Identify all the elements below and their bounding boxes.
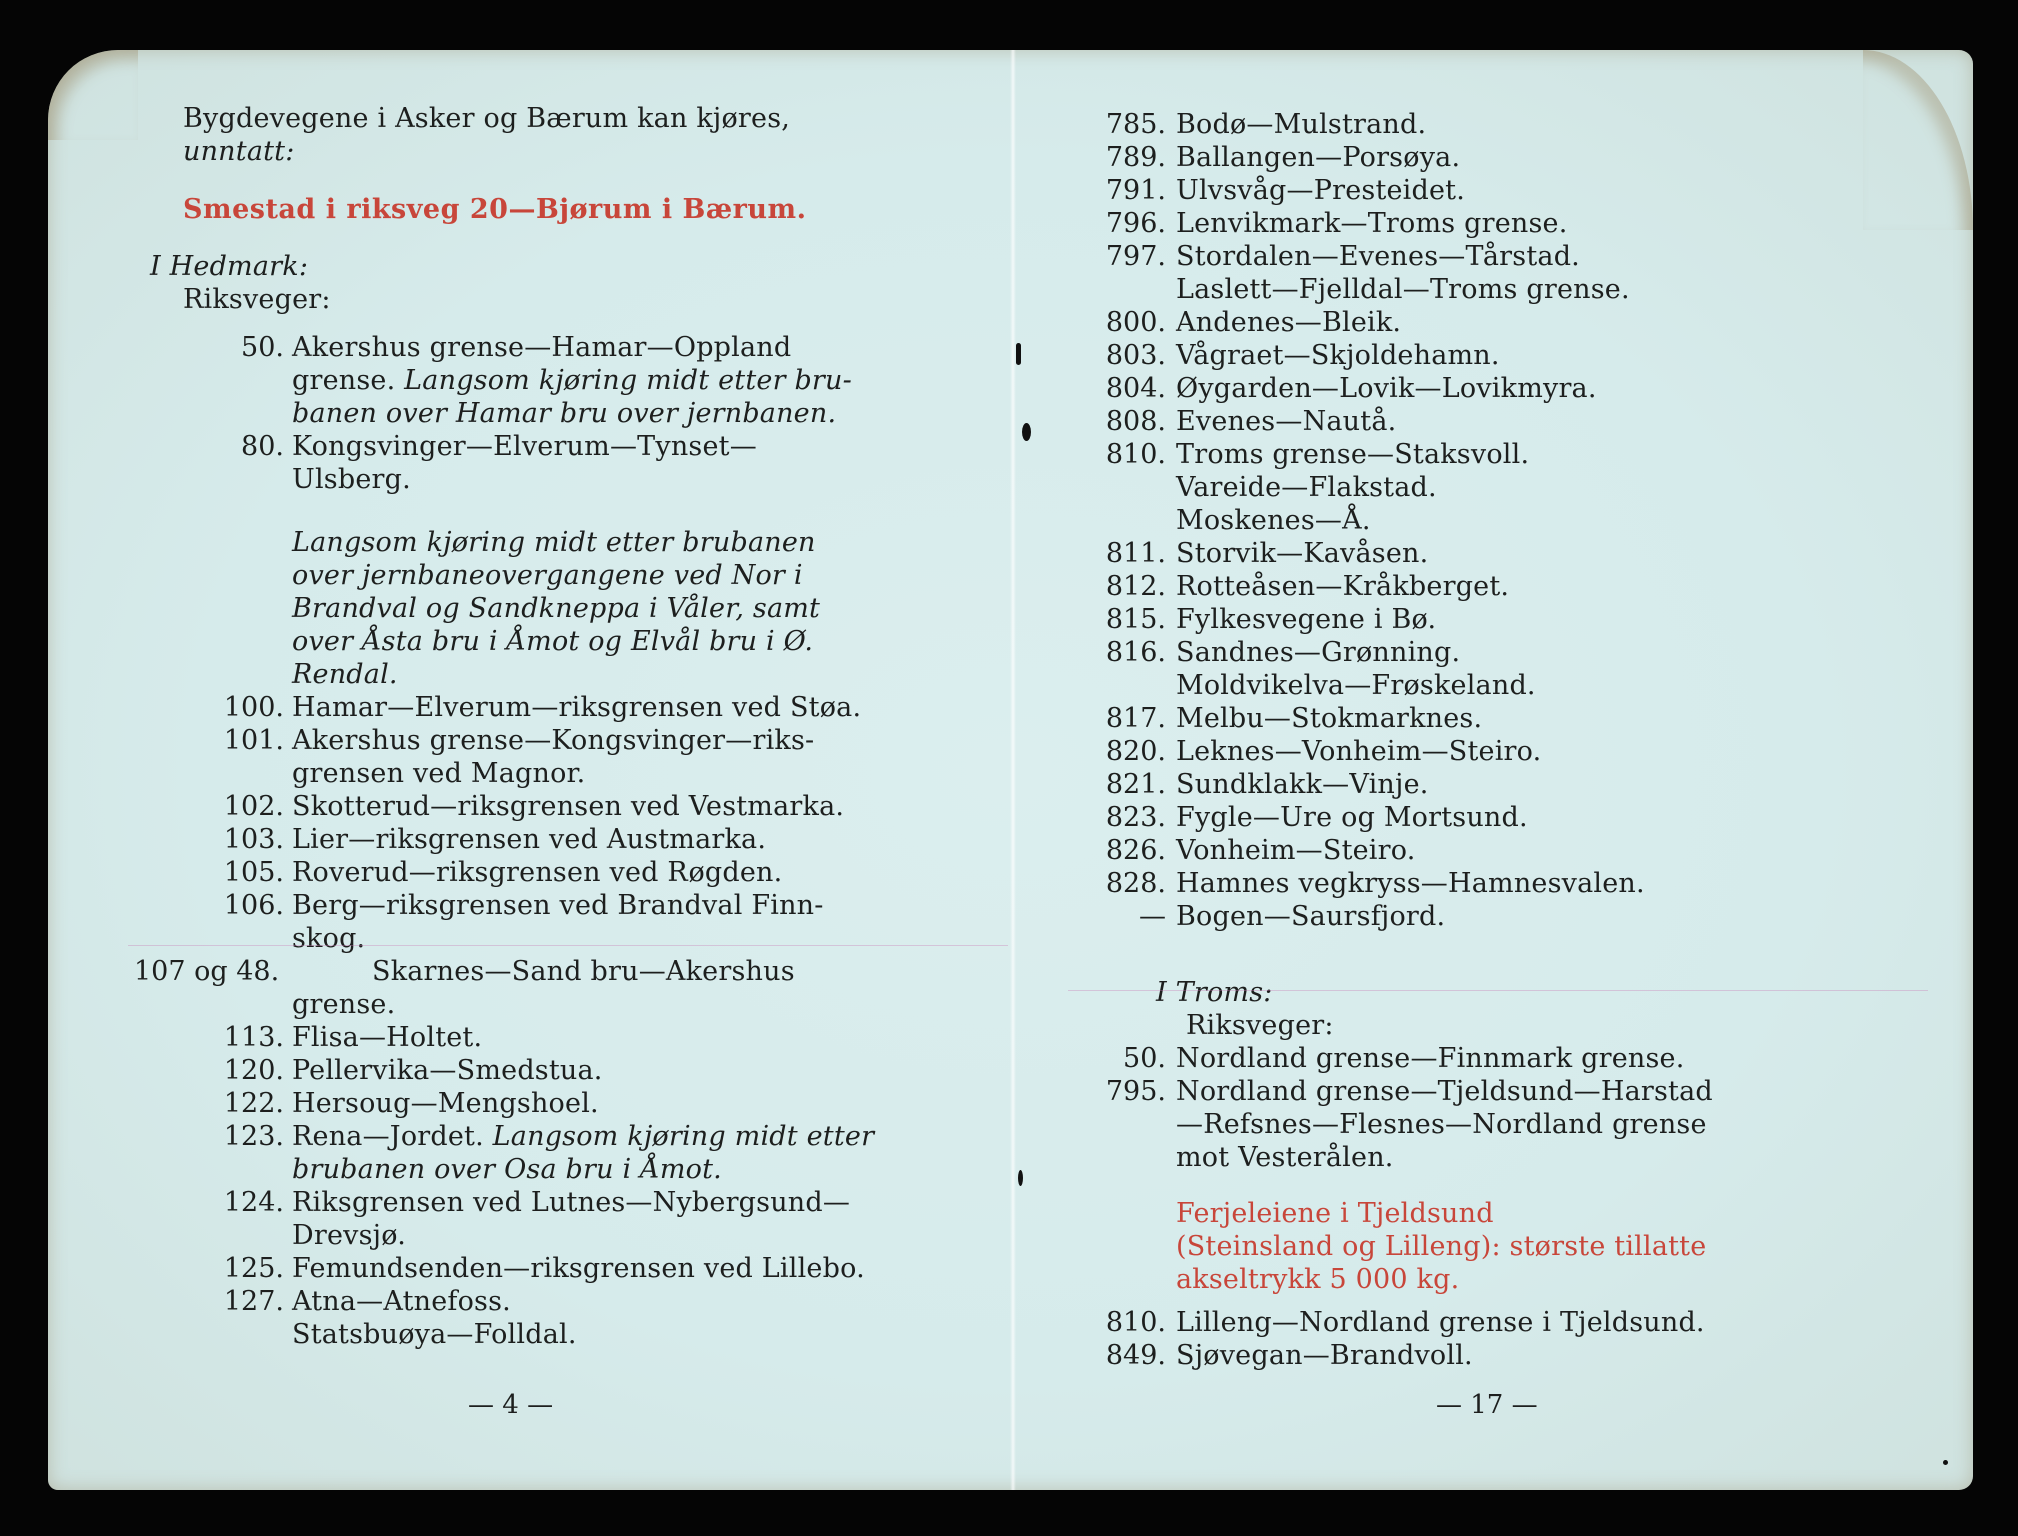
entry-text [292,463,411,496]
entry-text [292,823,766,856]
italic-note: Langsom kjøring midt etter [492,1120,875,1152]
road-number: 106. [223,889,284,921]
route-text: Lenvikmark—Troms grense. [1176,208,1568,239]
road-number: 849. [1105,1339,1166,1371]
entry-text [1176,1075,1713,1108]
entry-text [1176,405,1396,438]
route-text: Ballangen—Porsøya. [1176,142,1461,173]
road-number: 800. [1105,307,1166,338]
route-text: Rena—Jordet. [292,1120,493,1152]
road-number: 113. [223,1021,284,1053]
road-number: 808. [1105,406,1166,437]
entry-text [1176,1141,1394,1174]
route-text: Sjøvegan—Brandvoll. [1176,1339,1473,1371]
entry-text [292,1219,406,1252]
road-number: 820. [1105,736,1166,767]
county-heading: I Hedmark: [150,251,309,282]
route-text: Femundsenden—riksgrensen ved Lillebo. [292,1252,865,1284]
route-text: Akershus grense—Kongsvinger—riks- [292,724,815,756]
route-text: Vareide—Flakstad. [1176,472,1437,503]
road-number: 120. [223,1054,284,1086]
road-number: 103. [223,823,284,855]
entry-text [1176,174,1465,207]
route-text: Statsbuøya—Folldal. [292,1318,577,1350]
entry-text [1176,537,1428,570]
italic-note: Brandval og Sandkneppa i Våler, samt [292,592,821,624]
road-number: 817. [1105,703,1166,734]
route-text: Hamar—Elverum—riksgrensen ved Støa. [292,691,862,723]
route-text: Stordalen—Evenes—Tårstad. [1176,241,1580,272]
road-number: 828. [1105,868,1166,899]
road-number: 810. [1105,439,1166,470]
route-text: Ulvsvåg—Presteidet. [1176,175,1466,206]
entry-text [1176,768,1429,801]
road-number: 795. [1105,1075,1166,1107]
entry-text [1176,1263,1459,1296]
entry-text [1176,570,1509,603]
route-text: Drevsjø. [292,1219,406,1251]
entry-text [1176,1197,1494,1230]
route-text: Vågraet—Skjoldehamn. [1176,340,1500,371]
road-number: 125. [223,1252,284,1284]
entry-text [1176,1042,1685,1075]
subheading: Riksveger: [183,284,331,315]
route-text: akseltrykk 5 000 kg. [1176,1264,1460,1295]
ink-speck [1943,1460,1948,1465]
road-number: 122. [223,1087,284,1119]
route-text: Ferjeleiene i Tjeldsund [1176,1198,1494,1229]
italic-note: over Åsta bru i Åmot og Elvål bru i Ø. [292,625,814,657]
route-text: Hersoug—Mengshoel. [292,1087,599,1119]
road-number: 785. [1105,109,1166,140]
route-text: Troms grense—Staksvoll. [1176,439,1530,470]
entry-text [1176,603,1436,636]
route-text: Riksgrensen ved Lutnes—Nybergsund— [292,1186,851,1218]
route-text: mot Vesterålen. [1176,1141,1394,1173]
road-number: 823. [1105,802,1166,833]
route-text: Lier—riksgrensen ved Austmarka. [292,823,767,855]
entry-text [1176,306,1401,339]
entry-text [1176,240,1580,273]
route-text: Fygle—Ure og Mortsund. [1176,802,1528,833]
route-text: Andenes—Bleik. [1176,307,1402,338]
road-number: 812. [1105,571,1166,602]
ink-speck [1018,1170,1023,1186]
road-number: 124. [223,1186,284,1218]
entry-text [292,559,803,592]
entry-text [292,922,365,955]
entry-text [292,625,813,658]
entry-text [1176,438,1529,471]
entry-text [292,856,782,889]
road-number: 803. [1105,340,1166,371]
exception-text: Smestad i riksveg 20—Bjørum i Bærum. [183,194,807,225]
route-text: Skotterud—riksgrensen ved Vestmarka. [292,790,845,822]
entry-text [1176,372,1597,405]
page-number: — 17 — [1436,1390,1538,1420]
route-text: (Steinsland og Lilleng): største tillatte [1176,1231,1707,1262]
route-text: Evenes—Nautå. [1176,406,1397,437]
entry-text [292,1252,865,1285]
entry-text [292,364,852,397]
road-number: 50. [241,332,284,363]
route-text: Bogen—Saursfjord. [1176,901,1446,932]
road-number: 821. [1105,769,1166,800]
route-text: Bodø—Mulstrand. [1176,109,1427,140]
road-number: 826. [1105,835,1166,866]
entry-text [1176,1306,1705,1339]
road-number: 791. [1105,175,1166,206]
road-number: 789. [1105,142,1166,173]
route-text: Rotteåsen—Kråkberget. [1176,571,1510,602]
entry-text [292,1021,482,1054]
entry-text [292,1120,874,1153]
entry-text [292,724,814,757]
road-number: 815. [1105,604,1166,635]
entry-text [1176,471,1437,504]
entry-text [292,658,398,691]
entry-text [292,526,816,559]
intro-text-italic: unntatt: [183,136,295,167]
italic-note: brubanen over Osa bru i Åmot. [292,1153,722,1185]
intro-text: Bygdevegene i Asker og Bærum kan kjøres, [183,103,791,134]
entry-text [1176,834,1416,867]
entry-text [372,955,795,988]
road-number: 797. [1105,241,1166,272]
route-text: Sundklakk—Vinje. [1176,769,1429,800]
route-text: skog. [292,922,366,954]
route-text: grense. [292,988,396,1020]
county-heading: I Troms: [1156,976,1273,1008]
entry-text [1176,801,1528,834]
route-text: grense. [292,365,405,396]
road-number: 816. [1105,637,1166,668]
left-page [48,50,1010,1490]
italic-note: Rendal. [292,658,398,690]
road-number: 811. [1105,538,1166,569]
road-number: 102. [223,790,284,822]
route-text: Vonheim—Steiro. [1176,835,1416,866]
entry-text [1176,735,1541,768]
entry-text [292,757,585,790]
road-number: 50. [1123,1042,1166,1074]
route-text: Akershus grense—Hamar—Oppland [292,332,792,363]
entry-text [292,592,820,625]
road-number: 123. [223,1120,284,1152]
entry-text [1176,207,1568,240]
entry-text [1176,273,1630,306]
paper-mark [1068,990,1928,991]
entry-text [1176,669,1536,702]
entry-text [1176,339,1500,372]
route-text: Sandnes—Grønning. [1176,637,1461,668]
road-number: 105. [223,856,284,888]
entry-text [1176,1230,1706,1263]
entry-text [292,1186,850,1219]
entry-text [292,397,836,430]
route-text: Moldvikelva—Frøskeland. [1176,670,1536,701]
route-text: Berg—riksgrensen ved Brandval Finn- [292,889,824,921]
entry-text [1176,900,1445,933]
entry-text [292,889,824,922]
route-text: Roverud—riksgrensen ved Røgden. [292,856,783,888]
route-text: Laslett—Fjelldal—Troms grense. [1176,274,1630,305]
entry-text [1176,1339,1473,1372]
italic-note: Langsom kjøring midt etter bru- [404,365,852,396]
road-number: 80. [241,431,284,462]
entry-text [1176,636,1460,669]
page-number: — 4 — [468,1390,554,1420]
road-number: 101. [223,724,284,756]
italic-note: over jernbaneovergangene ved Nor i [292,559,803,591]
entry-text [1176,108,1426,141]
entry-text [1176,702,1482,735]
route-text: Hamnes vegkryss—Hamnesvalen. [1176,868,1645,899]
road-number: 127. [223,1285,284,1317]
paper-mark [128,945,1008,946]
route-text: —Refsnes—Flesnes—Nordland grense [1176,1108,1707,1140]
entry-text [292,790,844,823]
road-number: 796. [1105,208,1166,239]
road-number: 100. [223,691,284,723]
entry-text [292,1054,603,1087]
route-text: Moskenes—Å. [1176,505,1371,536]
road-number: 810. [1105,1306,1166,1338]
entry-text [292,331,791,364]
route-text: Flisa—Holtet. [292,1021,483,1053]
entry-text [1176,141,1460,174]
road-number: — [1139,901,1166,932]
right-page [1016,50,1973,1490]
route-text: Melbu—Stokmarknes. [1176,703,1483,734]
road-number: 804. [1105,373,1166,404]
route-text: Øygarden—Lovik—Lovikmyra. [1176,373,1597,404]
route-text: Nordland grense—Finnmark grense. [1176,1042,1685,1074]
entry-text [1176,504,1371,537]
route-text: Pellervika—Smedstua. [292,1054,603,1086]
route-text: Ulsberg. [292,464,411,495]
subheading: Riksveger: [1186,1009,1334,1041]
route-text: Nordland grense—Tjeldsund—Harstad [1176,1075,1713,1107]
route-text: Storvik—Kavåsen. [1176,538,1429,569]
italic-note: Langsom kjøring midt etter brubanen [292,526,816,558]
route-text: Atna—Atnefoss. [292,1285,511,1317]
italic-note: banen over Hamar bru over jernbanen. [292,398,837,429]
booklet-spread [48,50,1973,1490]
road-number: 107 og 48. [134,955,280,987]
entry-text [292,691,861,724]
entry-text [292,430,757,463]
entry-text [292,1087,599,1120]
route-text: grensen ved Magnor. [292,757,586,789]
ink-speck [1022,423,1031,441]
route-text: Lilleng—Nordland grense i Tjeldsund. [1176,1306,1705,1338]
entry-text [292,1153,722,1186]
route-text: Fylkesvegene i Bø. [1176,604,1437,635]
ink-speck [1016,343,1021,365]
entry-text [1176,1108,1707,1141]
entry-text [292,1285,511,1318]
route-text: Skarnes—Sand bru—Akershus [372,955,795,987]
route-text: Kongsvinger—Elverum—Tynset— [292,431,757,462]
entry-text [292,988,395,1021]
route-text: Leknes—Vonheim—Steiro. [1176,736,1542,767]
entry-text [1176,867,1645,900]
entry-text [292,1318,577,1351]
